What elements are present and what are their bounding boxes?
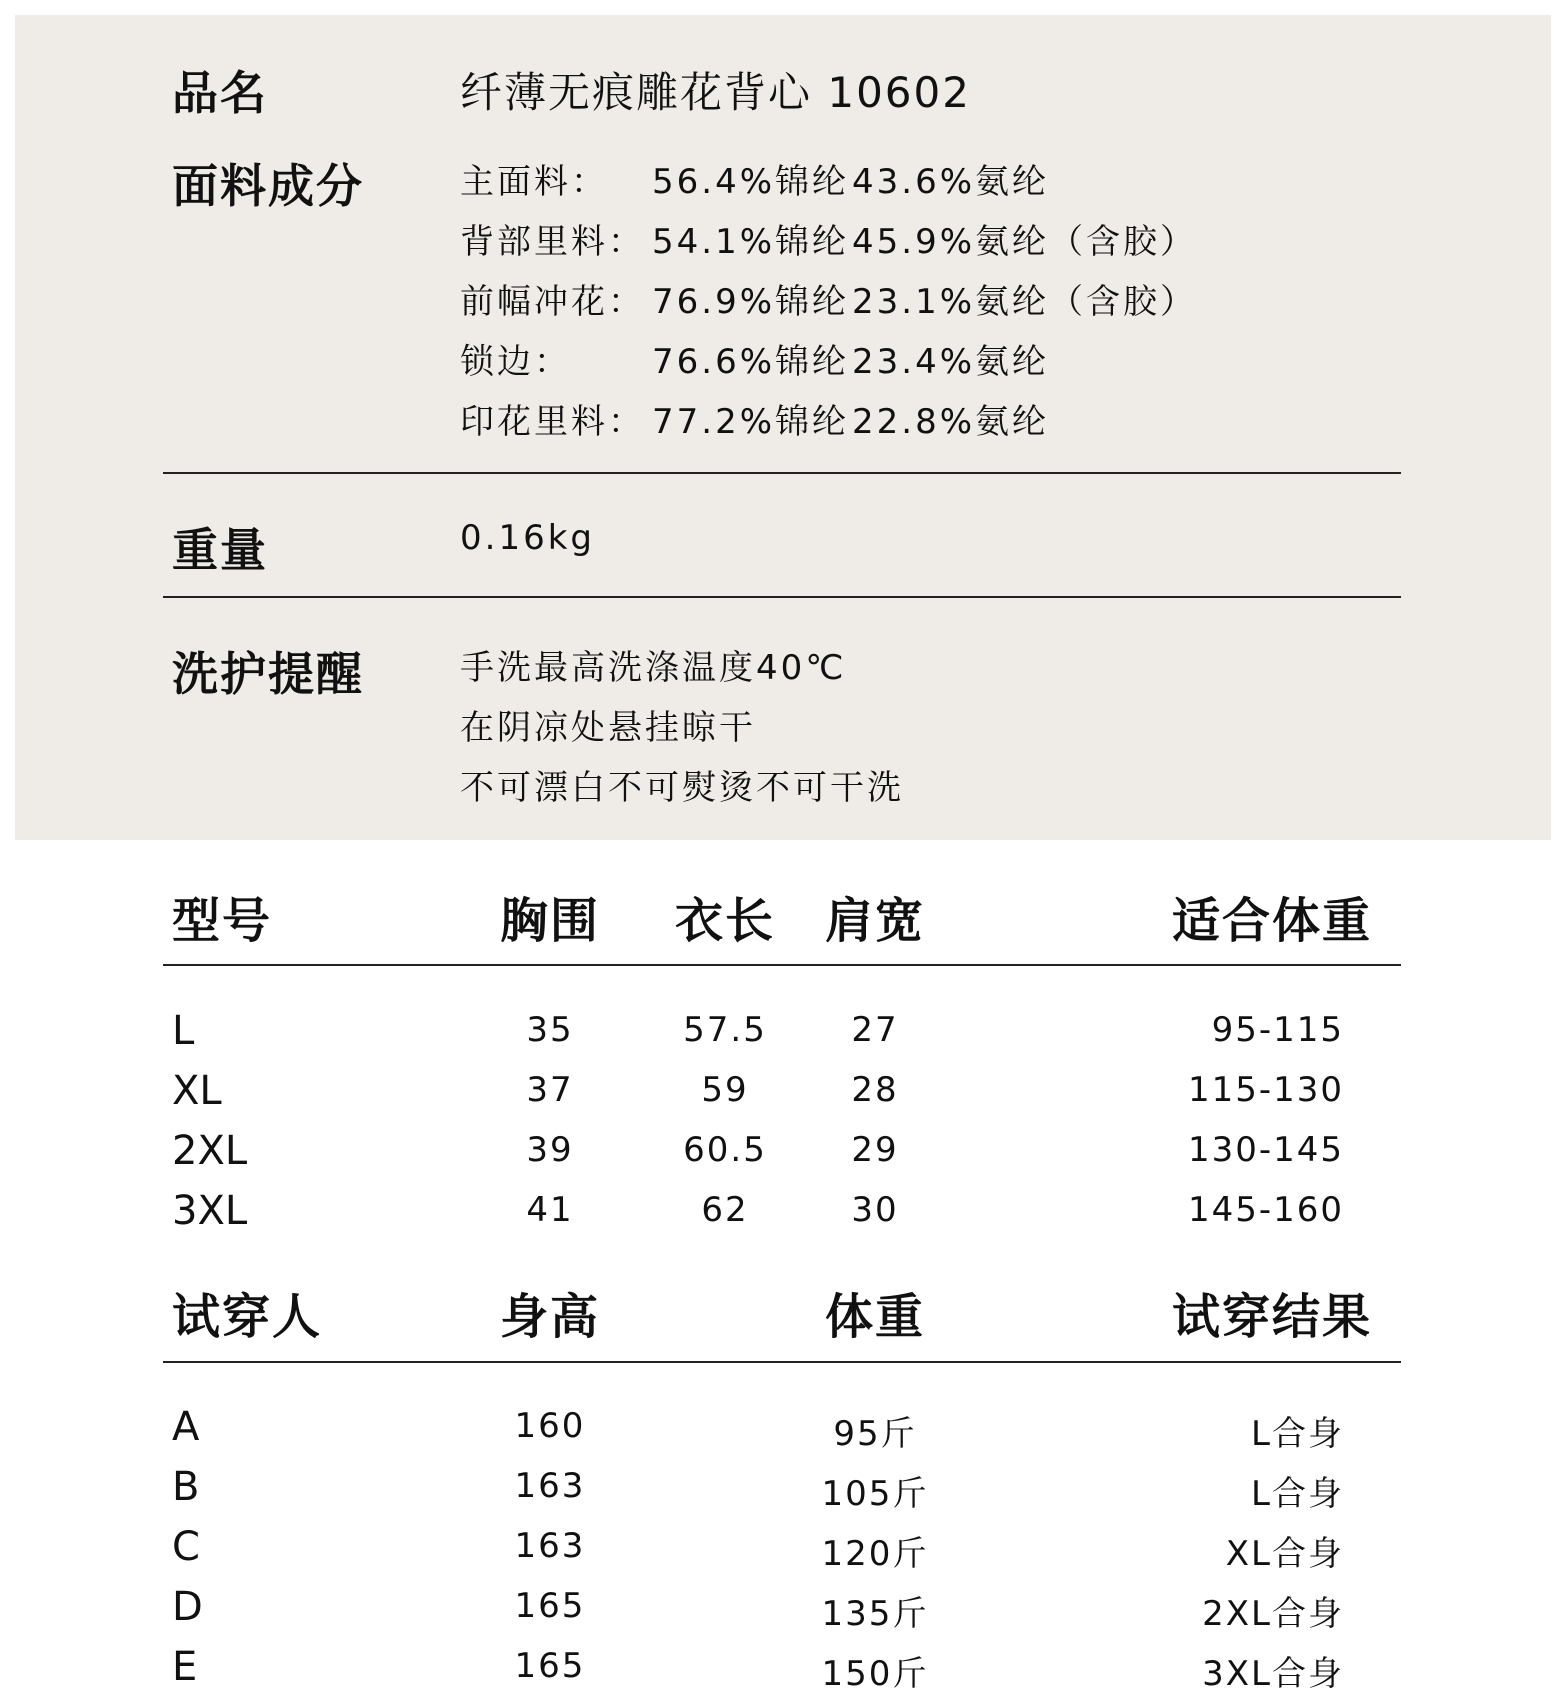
fabric-part: 锁边： [460, 342, 571, 382]
fabric-label: 面料成分 [172, 159, 364, 213]
fabric-nylon: 54.1%锦纶 [652, 222, 850, 262]
product-name-value: 纤薄无痕雕花背心 10602 [460, 68, 971, 117]
fit-cell: C [172, 1524, 200, 1570]
fabric-nylon: 77.2%锦纶 [652, 402, 850, 442]
size-cell: 41 [526, 1190, 574, 1230]
fabric-spandex: 45.9%氨纶（含胶） [852, 222, 1198, 262]
fit-cell: 95斤 [833, 1414, 917, 1454]
fabric-spandex: 22.8%氨纶 [852, 402, 1050, 442]
fit-cell: 105斤 [821, 1474, 929, 1514]
size-cell: 39 [526, 1130, 574, 1170]
fit-header-result: 试穿结果 [1171, 1289, 1372, 1345]
divider [163, 964, 1401, 966]
fit-cell: 165 [514, 1646, 586, 1686]
fabric-part: 前幅冲花： [460, 282, 645, 322]
size-cell: 95-115 [1211, 1010, 1344, 1050]
divider [163, 1361, 1401, 1363]
care-line: 不可漂白不可熨烫不可干洗 [460, 768, 904, 808]
care-line: 手洗最高洗涤温度40℃ [460, 648, 847, 688]
care-label: 洗护提醒 [172, 647, 364, 701]
fit-cell: L合身 [1251, 1474, 1344, 1514]
size-header-weight: 适合体重 [1171, 893, 1372, 949]
size-cell: 62 [701, 1190, 749, 1230]
fit-cell: 2XL合身 [1202, 1594, 1344, 1634]
fit-cell: L合身 [1251, 1414, 1344, 1454]
size-cell: 115-130 [1187, 1070, 1344, 1110]
size-cell: 130-145 [1187, 1130, 1344, 1170]
fabric-part: 主面料： [460, 162, 608, 202]
size-cell: 28 [851, 1070, 899, 1110]
fabric-spandex: 23.4%氨纶 [852, 342, 1050, 382]
product-name-label: 品名 [172, 66, 268, 120]
size-cell: 2XL [172, 1128, 248, 1174]
fit-cell: 3XL合身 [1202, 1654, 1344, 1694]
size-cell: 30 [851, 1190, 899, 1230]
fit-cell: 165 [514, 1586, 586, 1626]
weight-label: 重量 [172, 523, 268, 577]
size-header-chest: 胸围 [499, 893, 600, 949]
size-cell: 60.5 [683, 1130, 767, 1170]
fit-cell: 160 [514, 1406, 586, 1446]
fit-cell: 150斤 [821, 1654, 929, 1694]
size-cell: 37 [526, 1070, 574, 1110]
fit-cell: B [172, 1464, 200, 1510]
weight-value: 0.16kg [460, 518, 595, 558]
fit-header-person: 试穿人 [172, 1289, 323, 1345]
size-cell: 59 [701, 1070, 749, 1110]
fabric-nylon: 76.9%锦纶 [652, 282, 850, 322]
divider [163, 596, 1401, 598]
fit-cell: 163 [514, 1466, 586, 1506]
fit-cell: 120斤 [821, 1534, 929, 1574]
fit-cell: A [172, 1404, 200, 1450]
fit-cell: D [172, 1584, 203, 1630]
size-header-shoulder: 肩宽 [824, 893, 925, 949]
fabric-part: 背部里料： [460, 222, 645, 262]
fit-header-height: 身高 [499, 1289, 600, 1345]
size-cell: 27 [851, 1010, 899, 1050]
care-line: 在阴凉处悬挂晾干 [460, 708, 756, 748]
size-header-length: 衣长 [674, 893, 775, 949]
divider [163, 472, 1401, 474]
fabric-spandex: 43.6%氨纶 [852, 162, 1050, 202]
fit-header-weight: 体重 [824, 1289, 925, 1345]
size-cell: 29 [851, 1130, 899, 1170]
fit-cell: XL合身 [1225, 1534, 1344, 1574]
size-cell: 3XL [172, 1188, 248, 1234]
fabric-nylon: 56.4%锦纶 [652, 162, 850, 202]
size-header-model: 型号 [172, 893, 273, 949]
size-cell: 35 [526, 1010, 574, 1050]
size-cell: L [172, 1008, 195, 1054]
fabric-spandex: 23.1%氨纶（含胶） [852, 282, 1198, 322]
size-cell: 145-160 [1187, 1190, 1344, 1230]
size-cell: 57.5 [683, 1010, 767, 1050]
fit-cell: 163 [514, 1526, 586, 1566]
fit-cell: E [172, 1644, 198, 1690]
size-cell: XL [172, 1068, 222, 1114]
fabric-part: 印花里料： [460, 402, 645, 442]
fit-cell: 135斤 [821, 1594, 929, 1634]
fabric-nylon: 76.6%锦纶 [652, 342, 850, 382]
